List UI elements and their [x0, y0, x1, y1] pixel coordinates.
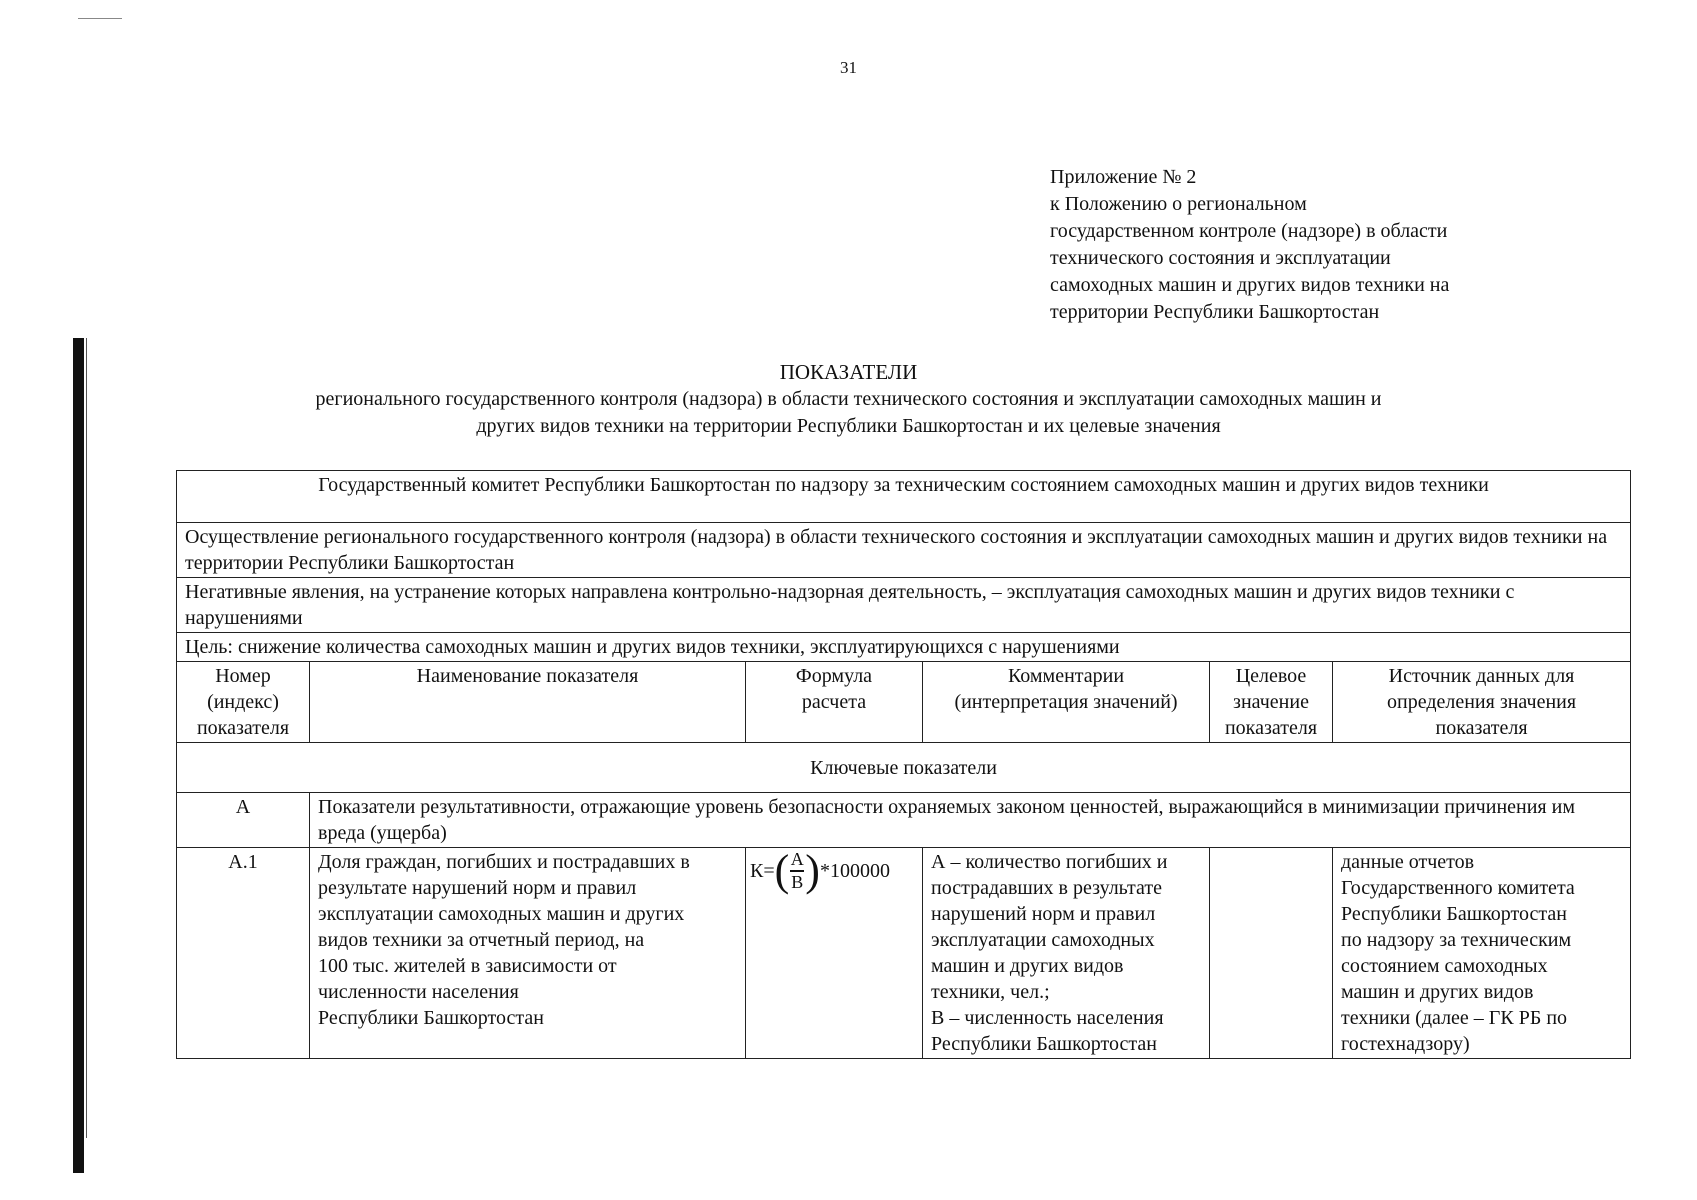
row-comment-line: пострадавших в результате: [931, 877, 1163, 899]
scan-artifact-left-bar: [73, 338, 84, 1173]
appendix-line: государственном контроле (надзоре) в области: [1050, 220, 1448, 242]
row-comments: [923, 848, 1210, 1059]
appendix-line: Приложение № 2: [1050, 166, 1197, 188]
indicators-table: [176, 470, 1631, 1059]
row-index: А.1: [177, 848, 310, 1059]
header-target-line: значение: [1233, 691, 1309, 713]
row-source-line: состоянием самоходных: [1341, 955, 1548, 977]
header-comments: [923, 662, 1210, 743]
header-number-line: (индекс): [207, 691, 279, 713]
row-name-line: результате нарушений норм и правил: [318, 877, 637, 899]
row-source-line: машин и других видов: [1341, 981, 1534, 1003]
control-type-cell: Осуществление регионального государственного контроля (надзора) в области технического состояния и эксплуатации самоходных машин и других видов техники на территории Республики Башкортостан: [177, 523, 1631, 578]
appendix-line: к Положению о региональном: [1050, 193, 1307, 215]
row-comment-line: эксплуатации самоходных: [931, 929, 1155, 951]
header-name: Наименование показателя: [310, 662, 746, 743]
appendix-line: территории Республики Башкортостан: [1050, 301, 1380, 323]
group-text: Показатели результативности, отражающие уровень безопасности охраняемых законом ценностей, выражающийся в минимизации причинения им вреда (ущерба): [310, 793, 1631, 848]
row-source-line: Республики Башкортостан: [1341, 903, 1567, 925]
page-number: 31: [840, 58, 857, 77]
scan-artifact-top-line: [78, 18, 122, 19]
title-subtitle-line: регионального государственного контроля (надзора) в области технического состояния и эксплуатации самоходных машин и: [315, 388, 1382, 410]
header-number: [177, 662, 310, 743]
appendix-line: самоходных машин и других видов техники на: [1050, 274, 1450, 296]
row-indicator-name: [310, 848, 746, 1059]
row-comment-line: машин и других видов: [931, 955, 1124, 977]
document-title: [0, 358, 1697, 440]
goal-cell: Цель: снижение количества самоходных машин и других видов техники, эксплуатирующихся с нарушениями: [177, 633, 1631, 662]
header-source-line: определения значения: [1387, 691, 1577, 713]
header-comments-line: Комментарии: [1007, 665, 1125, 687]
formula-denominator: В: [791, 871, 804, 892]
section-key-indicators: Ключевые показатели: [177, 743, 1631, 793]
row-formula: [746, 848, 923, 1059]
row-name-line: Республики Башкортостан: [318, 1007, 544, 1029]
header-comments-line: (интерпретация значений): [954, 691, 1178, 713]
row-name-line: 100 тыс. жителей в зависимости от: [318, 955, 617, 977]
negative-phenomena-cell: Негативные явления, на устранение которых направлена контрольно-надзорная деятельность, – эксплуатация самоходных машин и других видов техники с нарушениями: [177, 578, 1631, 633]
authority-cell: Государственный комитет Республики Башкортостан по надзору за техническим состоянием самоходных машин и других видов техники: [177, 471, 1631, 523]
header-target-line: показателя: [1224, 717, 1318, 739]
header-source-line: показателя: [1435, 717, 1528, 739]
header-target: [1210, 662, 1333, 743]
formula-expression: [750, 846, 890, 895]
header-source: [1333, 662, 1631, 743]
header-source-line: Источник данных для: [1388, 665, 1575, 687]
row-source-line: гостехнадзору): [1341, 1033, 1470, 1055]
row-name-line: Доля граждан, погибших и пострадавших в: [318, 851, 690, 873]
title-subtitle-line: других видов техники на территории Республики Башкортостан и их целевые значения: [476, 415, 1221, 437]
header-number-line: показателя: [196, 717, 290, 739]
row-comment-line: В – численность населения: [931, 1007, 1164, 1029]
formula-open-paren: (: [774, 846, 790, 895]
row-name-line: видов техники за отчетный период, на: [318, 929, 645, 951]
row-source-line: по надзору за техническим: [1341, 929, 1572, 951]
header-formula: [746, 662, 923, 743]
header-formula-line: Формула: [795, 665, 873, 687]
row-name-line: эксплуатации самоходных машин и других: [318, 903, 685, 925]
title-main: ПОКАЗАТЕЛИ: [779, 360, 918, 384]
row-comment-line: А – количество погибших и: [931, 851, 1168, 873]
header-number-line: Номер: [215, 665, 271, 687]
header-formula-line: расчета: [801, 691, 867, 713]
formula-close-paren: ): [805, 846, 820, 895]
row-comment-line: нарушений норм и правил: [931, 903, 1156, 925]
appendix-note: [1050, 164, 1530, 326]
appendix-line: технического состояния и эксплуатации: [1050, 247, 1391, 269]
row-name-line: численности населения: [318, 981, 519, 1003]
row-target-value: [1210, 848, 1333, 1059]
formula-lhs: К=: [750, 860, 775, 882]
header-target-line: Целевое: [1235, 665, 1307, 687]
row-comment-line: Республики Башкортостан: [931, 1033, 1157, 1055]
group-index: А: [177, 793, 310, 848]
table-row: [177, 848, 1631, 1059]
formula-fraction: [790, 849, 804, 893]
formula-numerator: А: [790, 849, 804, 870]
formula-multiplier: *100000: [819, 860, 890, 882]
row-data-source: [1333, 848, 1631, 1059]
row-source-line: Государственного комитета: [1341, 877, 1575, 899]
row-source-line: данные отчетов: [1341, 851, 1475, 873]
row-comment-line: техники, чел.;: [931, 981, 1050, 1003]
scan-artifact-left-thin-line: [86, 338, 87, 1138]
row-source-line: техники (далее – ГК РБ по: [1341, 1007, 1568, 1029]
